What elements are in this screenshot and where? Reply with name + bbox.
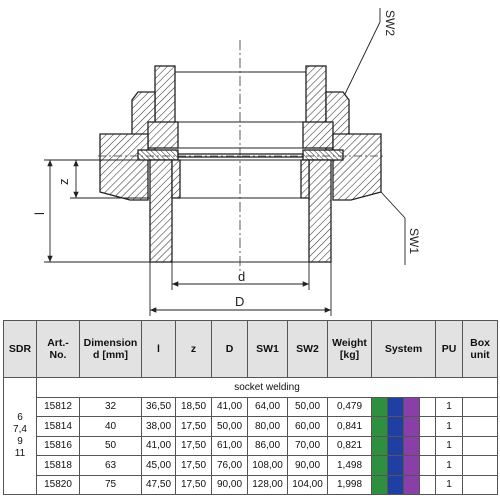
system-swatch-2: [388, 417, 404, 437]
cell-l: 45,00: [142, 456, 176, 476]
header-box-unit: Box unit: [463, 321, 498, 378]
cell-l: 38,00: [142, 417, 176, 437]
system-swatch-4: [420, 417, 436, 437]
table-row: [4, 456, 498, 476]
cell-art-no: 15814: [37, 417, 80, 437]
sw2-label: SW2: [383, 10, 397, 37]
system-swatch-3: [404, 417, 420, 437]
system-swatch-3: [404, 456, 420, 476]
system-swatch-1: [372, 417, 388, 437]
cell-D: 41,00: [212, 397, 248, 417]
system-swatch-1: [372, 475, 388, 495]
cell-dimension: 63: [80, 456, 142, 476]
cell-z: 17,50: [176, 456, 212, 476]
cell-pu: 1: [436, 397, 463, 417]
D-dimension-label: D: [235, 294, 245, 309]
system-swatch-3: [404, 397, 420, 417]
header-sw2: SW2: [288, 321, 328, 378]
table-row: [4, 417, 498, 437]
system-swatch-4: [420, 436, 436, 456]
cell-D: 61,00: [212, 436, 248, 456]
seal-ring-left: [138, 150, 178, 160]
header-l: l: [142, 321, 176, 378]
cell-weight: 0,821: [328, 436, 372, 456]
cell-z: 17,50: [176, 475, 212, 495]
cell-z: 17,50: [176, 417, 212, 437]
system-swatch-1: [372, 397, 388, 417]
header-z: z: [176, 321, 212, 378]
cell-pu: 1: [436, 436, 463, 456]
table-header-row: [4, 321, 498, 378]
cell-box: [463, 417, 498, 437]
inner-shoulder-right: [303, 122, 333, 148]
system-swatch-1: [372, 436, 388, 456]
sw1-label: SW1: [407, 228, 421, 255]
system-swatch-4: [420, 397, 436, 417]
header-pu: PU: [436, 321, 463, 378]
cell-pu: 1: [436, 475, 463, 495]
z-dimension-label: z: [56, 178, 71, 185]
cell-sw2: 70,00: [288, 436, 328, 456]
bottom-socket-right-wall: [309, 160, 331, 262]
table-row: [4, 436, 498, 456]
cell-D: 90,00: [212, 475, 248, 495]
cell-art-no: 15820: [37, 475, 80, 495]
header-weight: Weight [kg]: [328, 321, 372, 378]
fitting-body: [100, 66, 381, 262]
bottom-collar-right: [301, 160, 309, 198]
cell-dimension: 50: [80, 436, 142, 456]
cell-dimension: 40: [80, 417, 142, 437]
bore-outline: [172, 72, 309, 262]
specification-table: [3, 320, 498, 495]
system-swatch-2: [388, 436, 404, 456]
cell-dimension: 75: [80, 475, 142, 495]
cell-art-no: 15816: [37, 436, 80, 456]
header-D: D: [212, 321, 248, 378]
cell-pu: 1: [436, 417, 463, 437]
gasket: [178, 154, 303, 157]
cell-weight: 1,498: [328, 456, 372, 476]
system-swatch-2: [388, 475, 404, 495]
header-art-no: Art.- No.: [37, 321, 80, 378]
section-label-socket-welding: socket welding: [37, 378, 498, 398]
cell-sw1: 128,00: [248, 475, 288, 495]
system-swatch-3: [404, 436, 420, 456]
table-row: [4, 397, 498, 417]
cell-dimension: 32: [80, 397, 142, 417]
system-swatch-2: [388, 456, 404, 476]
cell-z: 17,50: [176, 436, 212, 456]
cell-pu: 1: [436, 456, 463, 476]
cell-weight: 1,998: [328, 475, 372, 495]
section-row: [4, 378, 498, 398]
system-swatch-4: [420, 475, 436, 495]
cell-sw1: 64,00: [248, 397, 288, 417]
system-swatch-4: [420, 456, 436, 476]
cell-box: [463, 397, 498, 417]
system-swatch-1: [372, 456, 388, 476]
seal-ring-right: [303, 150, 343, 160]
inner-shoulder-left: [148, 122, 178, 148]
cell-D: 50,00: [212, 417, 248, 437]
sdr-values: 6 7,4 9 11: [4, 378, 37, 495]
cell-l: 47,50: [142, 475, 176, 495]
bottom-collar-left: [172, 160, 180, 198]
cell-z: 18,50: [176, 397, 212, 417]
cell-sw2: 104,00: [288, 475, 328, 495]
system-swatch-2: [388, 397, 404, 417]
cell-sw2: 50,00: [288, 397, 328, 417]
cell-box: [463, 475, 498, 495]
cell-sw2: 60,00: [288, 417, 328, 437]
system-swatch-3: [404, 475, 420, 495]
cell-D: 76,00: [212, 456, 248, 476]
l-dimension-label: l: [32, 212, 47, 215]
header-system: System: [372, 321, 436, 378]
cell-sw1: 108,00: [248, 456, 288, 476]
cell-l: 41,00: [142, 436, 176, 456]
cell-sw2: 90,00: [288, 456, 328, 476]
cell-sw1: 80,00: [248, 417, 288, 437]
d-dimension-label: d: [238, 269, 246, 284]
cell-l: 36,50: [142, 397, 176, 417]
cell-box: [463, 436, 498, 456]
coupling-nut-left: [100, 134, 148, 200]
cell-box: [463, 456, 498, 476]
cell-art-no: 15818: [37, 456, 80, 476]
cell-sw1: 86,00: [248, 436, 288, 456]
coupling-nut-right: [333, 134, 381, 200]
cell-weight: 0,841: [328, 417, 372, 437]
header-sdr: SDR: [4, 321, 37, 378]
table-row: [4, 475, 498, 495]
bottom-socket-left-wall: [150, 160, 172, 262]
cell-weight: 0,479: [328, 397, 372, 417]
header-sw1: SW1: [248, 321, 288, 378]
cell-art-no: 15812: [37, 397, 80, 417]
header-dimension: Dimension d [mm]: [80, 321, 142, 378]
